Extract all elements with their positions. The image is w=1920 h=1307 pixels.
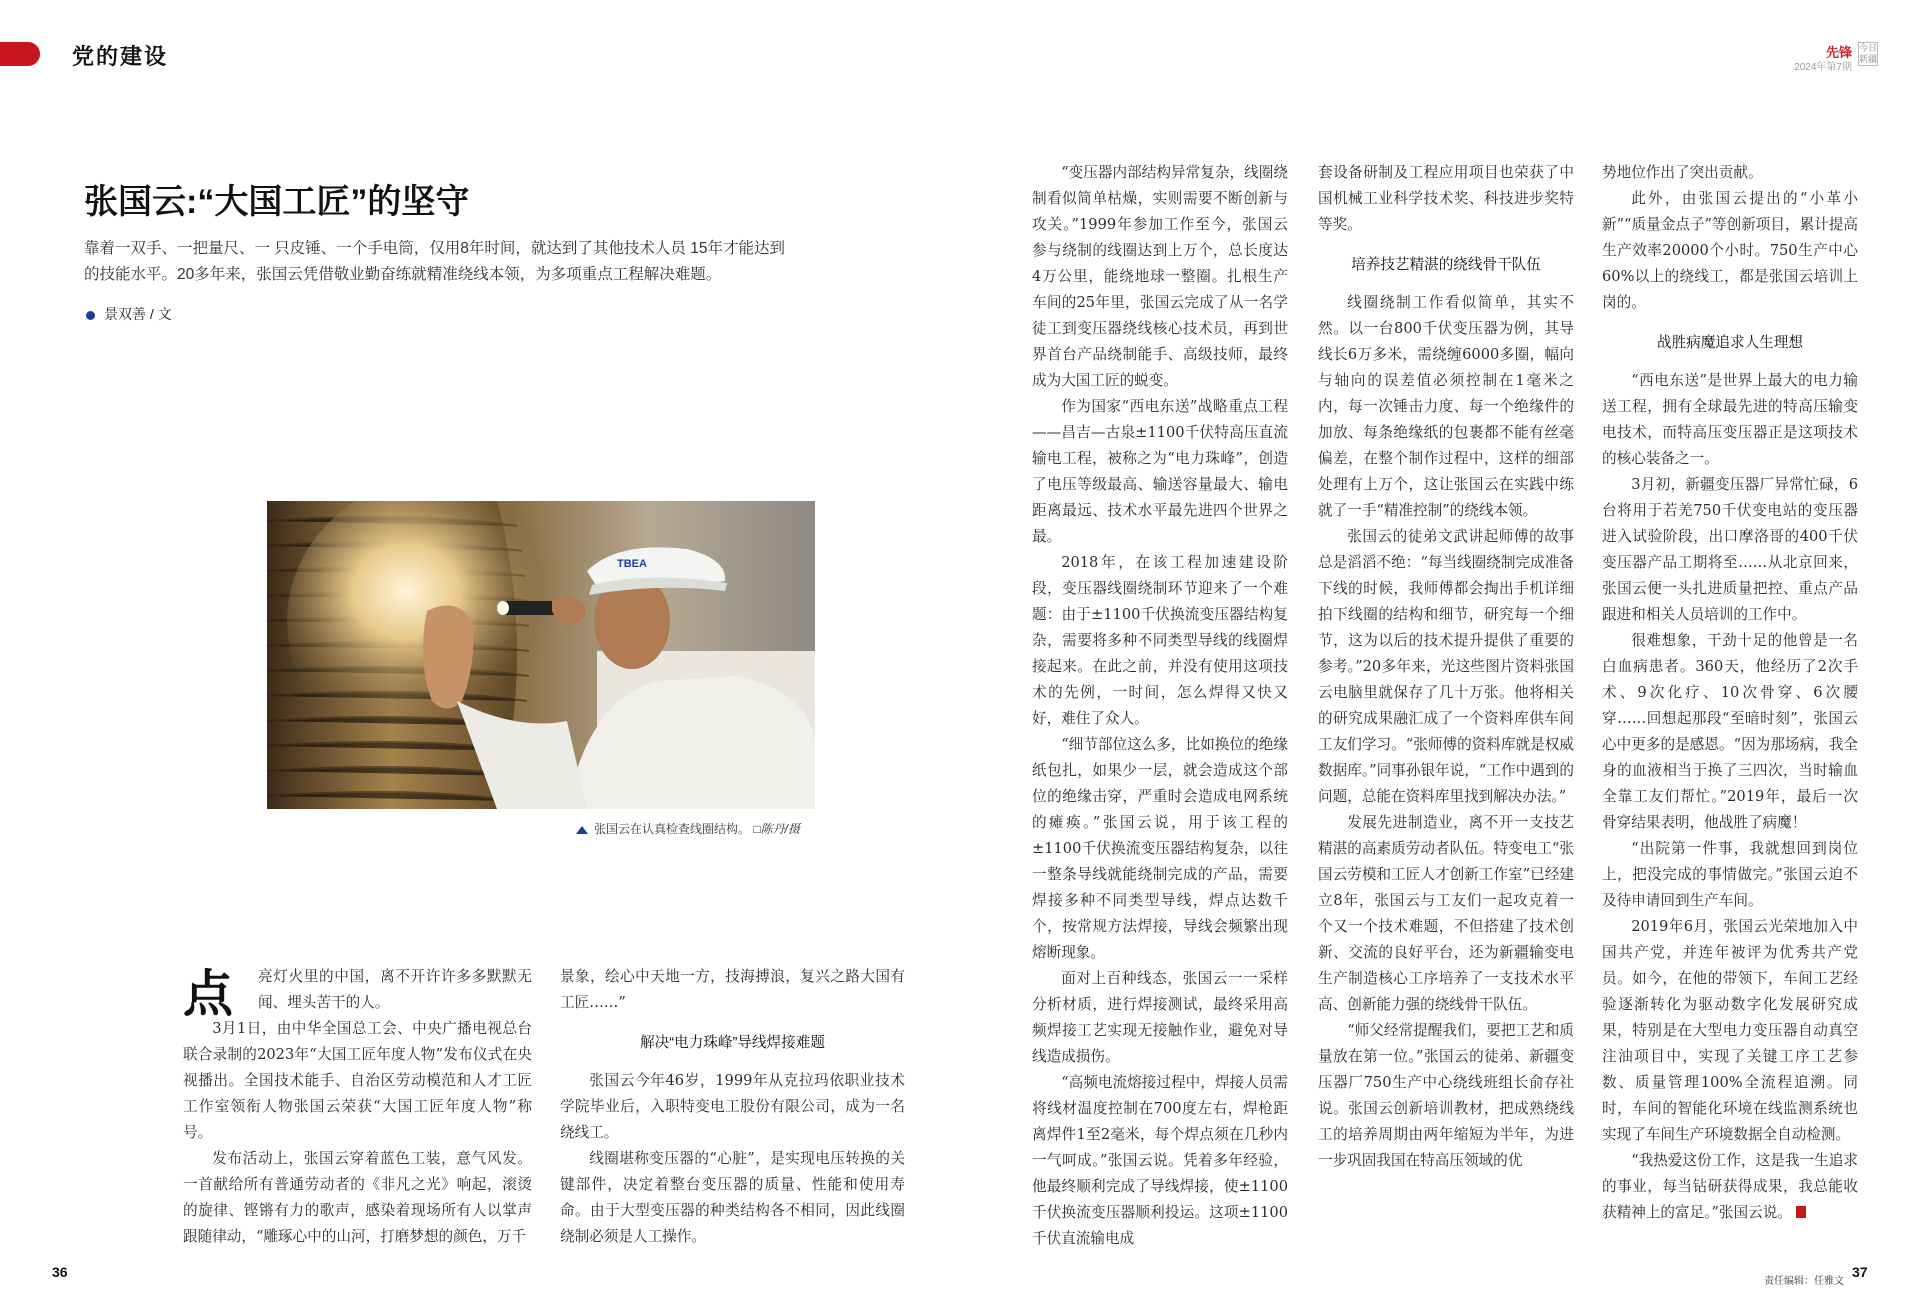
col3-p5: 面对上百种线态，张国云一一采样分析材质，进行焊接测试，最终采用高频焊接工艺实现无接触作业，避免对导线造成损伤。 bbox=[1032, 970, 1288, 1065]
col3-p1: “变压器内部结构异常复杂，线圈绕制看似简单枯燥，实则需要不断创新与攻关。”1999年参加工作至今，张国云参与绕制的线圈达到上万个，总长度达4万公里，能绕地球一整圈。扎根生产车间的25年里，张国云完成了从一名学徒工到变压器绕线核心技术员，再到世界首台产品绕制能手、高级技师，最终成为大国工匠的蜕变。 bbox=[1032, 164, 1288, 389]
photo-credit: □陈丹/摄 bbox=[753, 822, 800, 836]
caption-triangle-icon bbox=[576, 826, 588, 834]
col2-p2: 线圈堪称变压器的“心脏”，是实现电压转换的关键部件，决定着整台变压器的质量、性能和使用寿命。由于大型变压器的种类结构各不相同，因此线圈绕制必须是人工操作。 bbox=[560, 1150, 905, 1245]
article-lead: 靠着一双手、一把量尺、一 只皮锤、一个手电筒，仅用8年时间，就达到了其他技术人员 15年才能达到的技能水平。20多年来，张国云凭借敬业勤奋练就精准绕线本领，为多项重点工程解决难题。 bbox=[84, 240, 785, 283]
cap-logo: TBEA bbox=[617, 558, 647, 570]
col1-p2: 3月1日，由中华全国总工会、中央广播电视总台联合录制的2023年“大国工匠年度人物”发布仪式在央视播出。全国技术能手、自治区劳动模范和人才工匠工作室领衔人物张国云荣获“大国工匠年度人物”称号。 bbox=[183, 1020, 532, 1141]
col4-top: 套设备研制及工程应用项目也荣获了中国机械工业科学技术奖、科技进步奖特等奖。 bbox=[1318, 164, 1574, 233]
col3-p4: “细节部位这么多，比如换位的绝缘纸包扎，如果少一层，就会造成这个部位的绝缘击穿，严重时会造成电网系统的瘫痪。”张国云说，用于该工程的±1100千伏换流变压器结构复杂，以往一整条导线就能绕制完成的产品，需要焊接多种不同类型导线，焊点达数千个，按常规方法焊接，导线会频繁出现熔断现象。 bbox=[1032, 736, 1288, 961]
editor-credit: 责任编辑：任雅文 bbox=[1764, 1276, 1844, 1287]
col2-top: 景象，绘心中天地一方，技海搏浪，复兴之路大国有工匠……” bbox=[560, 968, 905, 1011]
page-number-left: 36 bbox=[52, 1264, 68, 1280]
article-photo bbox=[267, 501, 815, 809]
col3-p6: “高频电流熔接过程中，焊接人员需将线材温度控制在700度左右，焊枪距离焊件1至2毫米，每个焊点须在几秒内一气呵成。”张国云说。凭着多年经验，他最终顺利完成了导线焊接，使±1100千伏换流变压器顺利投运。这项±1100千伏直流输电成 bbox=[1032, 1074, 1288, 1247]
col4-p4: “师父经常提醒我们，要把工艺和质量放在第一位。”张国云的徒弟、新疆变压器厂750生产中心绕线班组长俞存社说。张国云创新培训教材，把成熟绕线工的培养周期由两年缩短为半年，为进一步巩固我国在特高压领域的优 bbox=[1318, 1022, 1574, 1169]
col3-p3: 2018年，在该工程加速建设阶段，变压器线圈绕制环节迎来了一个难题：由于±1100千伏换流变压器结构复杂，需要将多种不同类型导线的线圈焊接起来。在此之前，并没有使用这项技术的先例，一时间，怎么焊得又快又好，难住了众人。 bbox=[1032, 554, 1288, 727]
column-2 bbox=[560, 964, 905, 1250]
col3-p2: 作为国家“西电东送”战略重点工程——昌吉—古泉±1100千伏特高压直流输电工程，被称之为“电力珠峰”，创造了电压等级最高、输送容量最大、输电距离最远、技术水平最先进四个世界之最。 bbox=[1032, 398, 1288, 545]
col5-p3: 3月初，新疆变压器厂异常忙碌，6台将用于若羌750千伏变电站的变压器进入试验阶段，出口摩洛哥的400千伏变压器产品工期将至……从北京回来，张国云便一头扎进质量把控、重点产品跟进和相关人员培训的工作中。 bbox=[1602, 476, 1858, 623]
col4-p3: 发展先进制造业，离不开一支技艺精湛的高素质劳动者队伍。特变电工“张国云劳模和工匠人才创新工作室”已经建立8年，张国云与工友们一起攻克着一个又一个技术难题，不但搭建了技术创新、交流的良好平台，还为新疆输变电生产制造核心工序培养了一支技术水平高、创新能力强的绕线骨干队伍。 bbox=[1318, 814, 1574, 1013]
photo-caption bbox=[594, 820, 800, 837]
issue-label: 2024年第7期 bbox=[1794, 62, 1852, 73]
section-tab bbox=[0, 42, 40, 66]
col5-p6: 2019年6月，张国云光荣地加入中国共产党，并连年被评为优秀共产党员。如今，在他的带领下，车间工艺经验逐渐转化为驱动数字化发展研究成果，特别是在大型电力变压器自动真空注油项目中，实现了关键工序工艺参数、质量管理100%全流程追溯。同时，车间的智能化环境在线监测系统也实现了车间生产环境数据全自动检测。 bbox=[1602, 918, 1858, 1143]
col5-p2: “西电东送”是世界上最大的电力输送工程，拥有全球最先进的特高压输变电技术，而特高压变压器正是这项技术的核心装备之一。 bbox=[1602, 372, 1858, 467]
page-number-right: 37 bbox=[1852, 1264, 1868, 1280]
col2-heading: 解决“电力珠峰”导线焊接难题 bbox=[640, 1035, 825, 1051]
column-4 bbox=[1318, 160, 1574, 1174]
author-bullet-icon bbox=[86, 311, 95, 320]
col5-heading: 战胜病魔追求人生理想 bbox=[1657, 335, 1803, 351]
col4-heading: 培养技艺精湛的绕线骨干队伍 bbox=[1351, 257, 1541, 273]
logo-text-line: 新疆 bbox=[1859, 54, 1878, 64]
column-5 bbox=[1602, 160, 1858, 1226]
col1-p1: 亮灯火里的中国，离不开许许多多默默无闻、埋头苦干的人。 bbox=[258, 968, 532, 1011]
col1-p3: 发布活动上，张国云穿着蓝色工装，意气风发。一首献给所有普通劳动者的《非凡之光》响起，滚烫的旋律、铿锵有力的歌声，感染着现场所有人以掌声跟随律动，“雕琢心中的山河，打磨梦想的颜色，万千 bbox=[183, 1150, 532, 1245]
col5-p7-text: “我热爱这份工作，这是我一生追求的事业，每当钻研获得成果，我总能收获精神上的富足。”张国云说。 bbox=[1602, 1152, 1858, 1221]
column-3 bbox=[1032, 160, 1288, 1252]
col4-p2: 张国云的徒弟文武讲起师傅的故事总是滔滔不绝：“每当线圈绕制完成准备下线的时候，我师傅都会掏出手机详细拍下线圈的结构和细节，研究每一个细节，这为以后的技术提升提供了重要的参考。”20多年来，光这些图片资料张国云电脑里就保存了几十万张。他将相关的研究成果融汇成了一个资料库供车间工友们学习。“张师傅的资料库就是权威数据库。”同事孙银年说，“工作中遇到的问题，总能在资料库里找到解决办法。” bbox=[1318, 528, 1574, 805]
logo-icon bbox=[1858, 42, 1878, 66]
article-title: 张国云:“大国工匠”的坚守 bbox=[84, 183, 470, 221]
column-1 bbox=[183, 964, 532, 1250]
section-title: 党的建设 bbox=[72, 44, 169, 70]
article-author: 景双善 / 文 bbox=[104, 306, 172, 322]
col5-p1: 此外，由张国云提出的“小革小新”“质量金点子”等创新项目，累计提高生产效率20000个小时。750生产中心60%以上的绕线工，都是张国云培训上岗的。 bbox=[1602, 190, 1858, 311]
col5-top: 势地位作出了突出贡献。 bbox=[1602, 164, 1763, 181]
col5-p4: 很难想象，干劲十足的他曾是一名白血病患者。360天，他经历了2次手术、9次化疗、10次骨穿、6次腰穿……回想起那段“至暗时刻”，张国云心中更多的是感恩。“因为那场病，我全身的血液相当于换了三四次，当时输血全靠工友们帮忙。”2019年，最后一次骨穿结果表明，他战胜了病魔！ bbox=[1602, 632, 1858, 831]
col5-p5: “出院第一件事，我就想回到岗位上，把没完成的事情做完。”张国云迫不及待申请回到生产车间。 bbox=[1602, 840, 1858, 909]
end-mark-icon bbox=[1796, 1206, 1806, 1218]
magazine-name: 先锋 bbox=[1825, 45, 1852, 60]
photo-illustration bbox=[267, 501, 815, 809]
logo-text-line: 今日 bbox=[1859, 43, 1878, 53]
col5-p7 bbox=[1602, 1148, 1858, 1226]
col4-p1: 线圈绕制工作看似简单，其实不然。以一台800千伏变压器为例，其导线长6万多米，需绕缠6000多圈，幅向与轴向的误差值必须控制在1毫米之内，每一次锤击力度、每一个绝缘件的加放、每条绝缘纸的包裹都不能有丝毫偏差，在整个制作过程中，这样的细部处理有上万个，这让张国云在实践中练就了一手“精准控制”的绕线本领。 bbox=[1318, 294, 1574, 519]
drop-cap: 点 bbox=[183, 964, 233, 1023]
caption-text: 张国云在认真检查线圈结构。 bbox=[594, 822, 751, 836]
col2-p1: 张国云今年46岁，1999年从克拉玛依职业技术学院毕业后，入职特变电工股份有限公司，成为一名绕线工。 bbox=[560, 1072, 905, 1141]
